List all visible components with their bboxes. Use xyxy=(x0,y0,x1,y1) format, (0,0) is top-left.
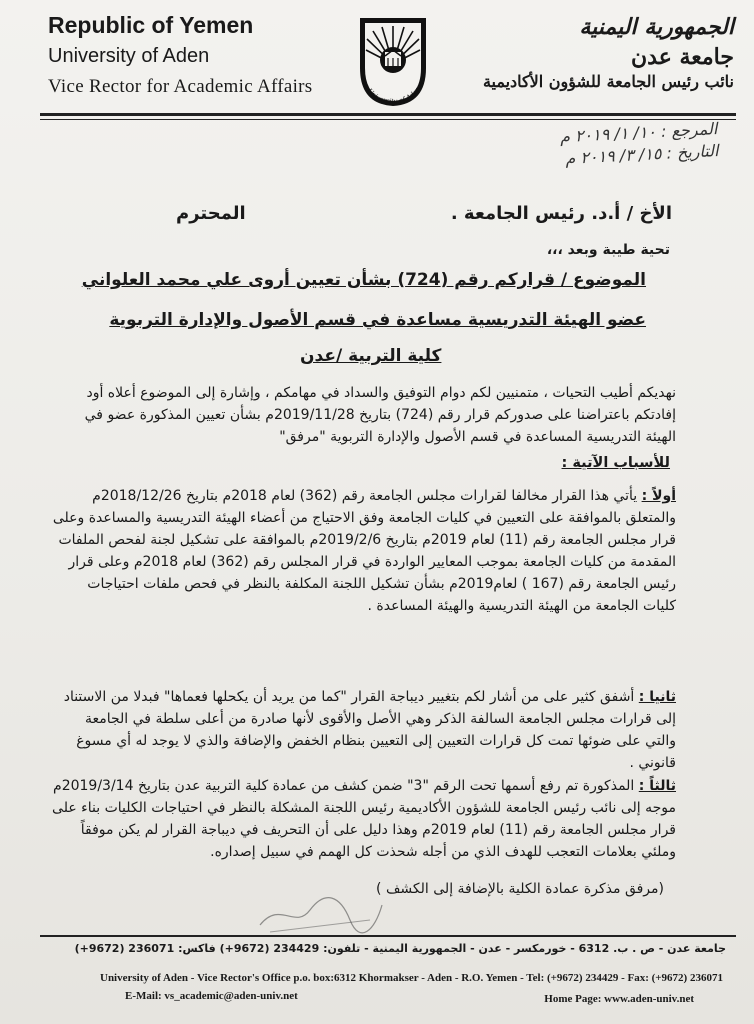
subject-line-1: الموضوع / قراركم رقم (724) بشأن تعيين أروى علي محمد العلواني xyxy=(81,270,646,290)
reason-second xyxy=(50,686,676,774)
reason-third-text: المذكورة تم رفع أسمها تحت الرقم "3" ضمن كشف من عمادة كلية التربية عدن بتاريخ 2019/3/14م موجه إلى نائب رئيس الجامعة للشؤون الأكاديمية رئيس اللجنة المشكلة بالنظر في احتياجات الكليات بناء على قرار مجلس الجامعة رقم (11) لعام 2019م وهذا دليل على أن التحريف في ديباجة القرار لم يكن موفقاً وملئي بعلامات التعجب للهدف الذي من أجله شحذت كل الهمم في سبيل إصداره. xyxy=(52,778,676,860)
reference-number: المرجع : ١٠/ ١/ ٢٠١٩ م xyxy=(559,119,718,147)
attachment-note: (مرفق مذكرة عمادة الكلية بالإضافة إلى الكشف ) xyxy=(376,881,664,897)
reason-first-text: يأتي هذا القرار مخالفا لقرارات مجلس الجامعة رقم (362) لعام 2018م بتاريخ 2018/12/26م والمتعلق بالموافقة على التعيين في كليات الجامعة وفق الاحتياج من أعضاء الهيئة التدريسية والمساعدة وعلى قرار مجلس الجامعة رقم (11) لعام 2019م بتاريخ 2019/2/6م بالموافقة على تشكيل لجنة لفحص الملفات المقدمة من كليات الجامعة بموجب المعايير الواردة في قرار المجلس رقم (362) لعام 2018م وعلى قرار رئيس الجامعة رقم (167 ) لعام2019م بشأن تشكيل اللجنة المكلفة بالنظر في فحص ملفات احتياجات كليات الجامعة من الهيئة التدريسية والهيئة المساعدة . xyxy=(52,488,676,614)
header-arabic xyxy=(434,14,734,91)
reason-first xyxy=(50,485,676,617)
footer-divider xyxy=(40,935,736,937)
header-divider-thin xyxy=(40,119,736,120)
university-name-en: University of Aden xyxy=(48,45,210,67)
footer-contact-ar: جامعة عدن - ص . ب. 6312 - خورمكسر - عدن - الجمهورية اليمنية - تلفون: 234429 (9672+) فاكس: 236071 (9672+) xyxy=(74,942,726,955)
university-name-ar: جامعة عدن xyxy=(631,44,734,70)
reference-date: التاريخ : ١٥/ ٣/ ٢٠١٩ م xyxy=(564,140,719,168)
intro-paragraph: نهديكم أطيب التحيات ، متمنيين لكم دوام التوفيق والسداد في مهامكم ، وإشارة إلى الموضوع أعلاه أود إفادتكم باعتراضنا على صدوركم قرار رقم (724) بتاريخ 2019/11/28م بشأن تعيين المذكورة عضو في الهيئة التدريسية المساعدة في قسم الأصول والإدارة التربوية "مرفق" xyxy=(84,385,676,445)
signature-icon xyxy=(250,890,390,940)
header-english xyxy=(48,12,348,98)
reason-second-label: ثانيا : xyxy=(638,689,676,705)
reason-third xyxy=(50,775,676,863)
reason-third-label: ثالثاً : xyxy=(638,778,676,794)
reference-block xyxy=(487,118,719,174)
greeting: تحية طيبة وبعد ،،، xyxy=(546,242,670,258)
office-name-en: Vice Rector for Academic Affairs xyxy=(48,76,313,97)
reason-second-text: أشفق كثير على من أشار لكم بتغيير ديباجة القرار "كما من يريد أن يكحلها فعماها" فبدلا من الاستناد إلى قرارات مجلس الجامعة السالفة الذكر وهي الأصل والأقوى لأنها صادرة من أعلى سلطة في الجامعة والتي على ضوئها تمت كل قرارات التعيين إلى التعيين بنظام الخفض والإضافة والذي لا يوجد له أي مسوغ قانوني . xyxy=(63,689,676,771)
office-name-ar: نائب رئيس الجامعة للشؤون الأكاديمية xyxy=(482,72,734,91)
footer-contact-en: University of Aden - Vice Rector's Office p.o. box:6312 Khormakser - Aden - R.O. Yemen - Tel: (+9672) 234429 - Fax: (+9672) 236071 xyxy=(100,972,723,984)
country-name-en: Republic of Yemen xyxy=(48,12,254,38)
subject-line-2: عضو الهيئة التدريسية مساعدة في قسم الأصول والإدارة التربوية xyxy=(109,310,646,330)
reason-first-label: أولاً : xyxy=(641,488,676,504)
footer-homepage: Home Page: www.aden-univ.net xyxy=(544,993,694,1005)
subject-line-3: كلية التربية /عدن xyxy=(300,346,442,366)
footer-email: E-Mail: vs_academic@aden-univ.net xyxy=(125,990,298,1002)
seal-caption: University of Aden xyxy=(365,85,422,106)
reasons-heading: للأسباب الآتية : xyxy=(561,455,670,471)
addressee: الأخ / أ.د. رئيس الجامعة . xyxy=(450,203,672,224)
salutation xyxy=(176,203,672,224)
country-name-ar: الجمهورية اليمنية xyxy=(579,14,734,40)
header-divider xyxy=(40,113,736,116)
university-seal-icon xyxy=(352,12,434,108)
honorific: المحترم xyxy=(176,203,246,224)
